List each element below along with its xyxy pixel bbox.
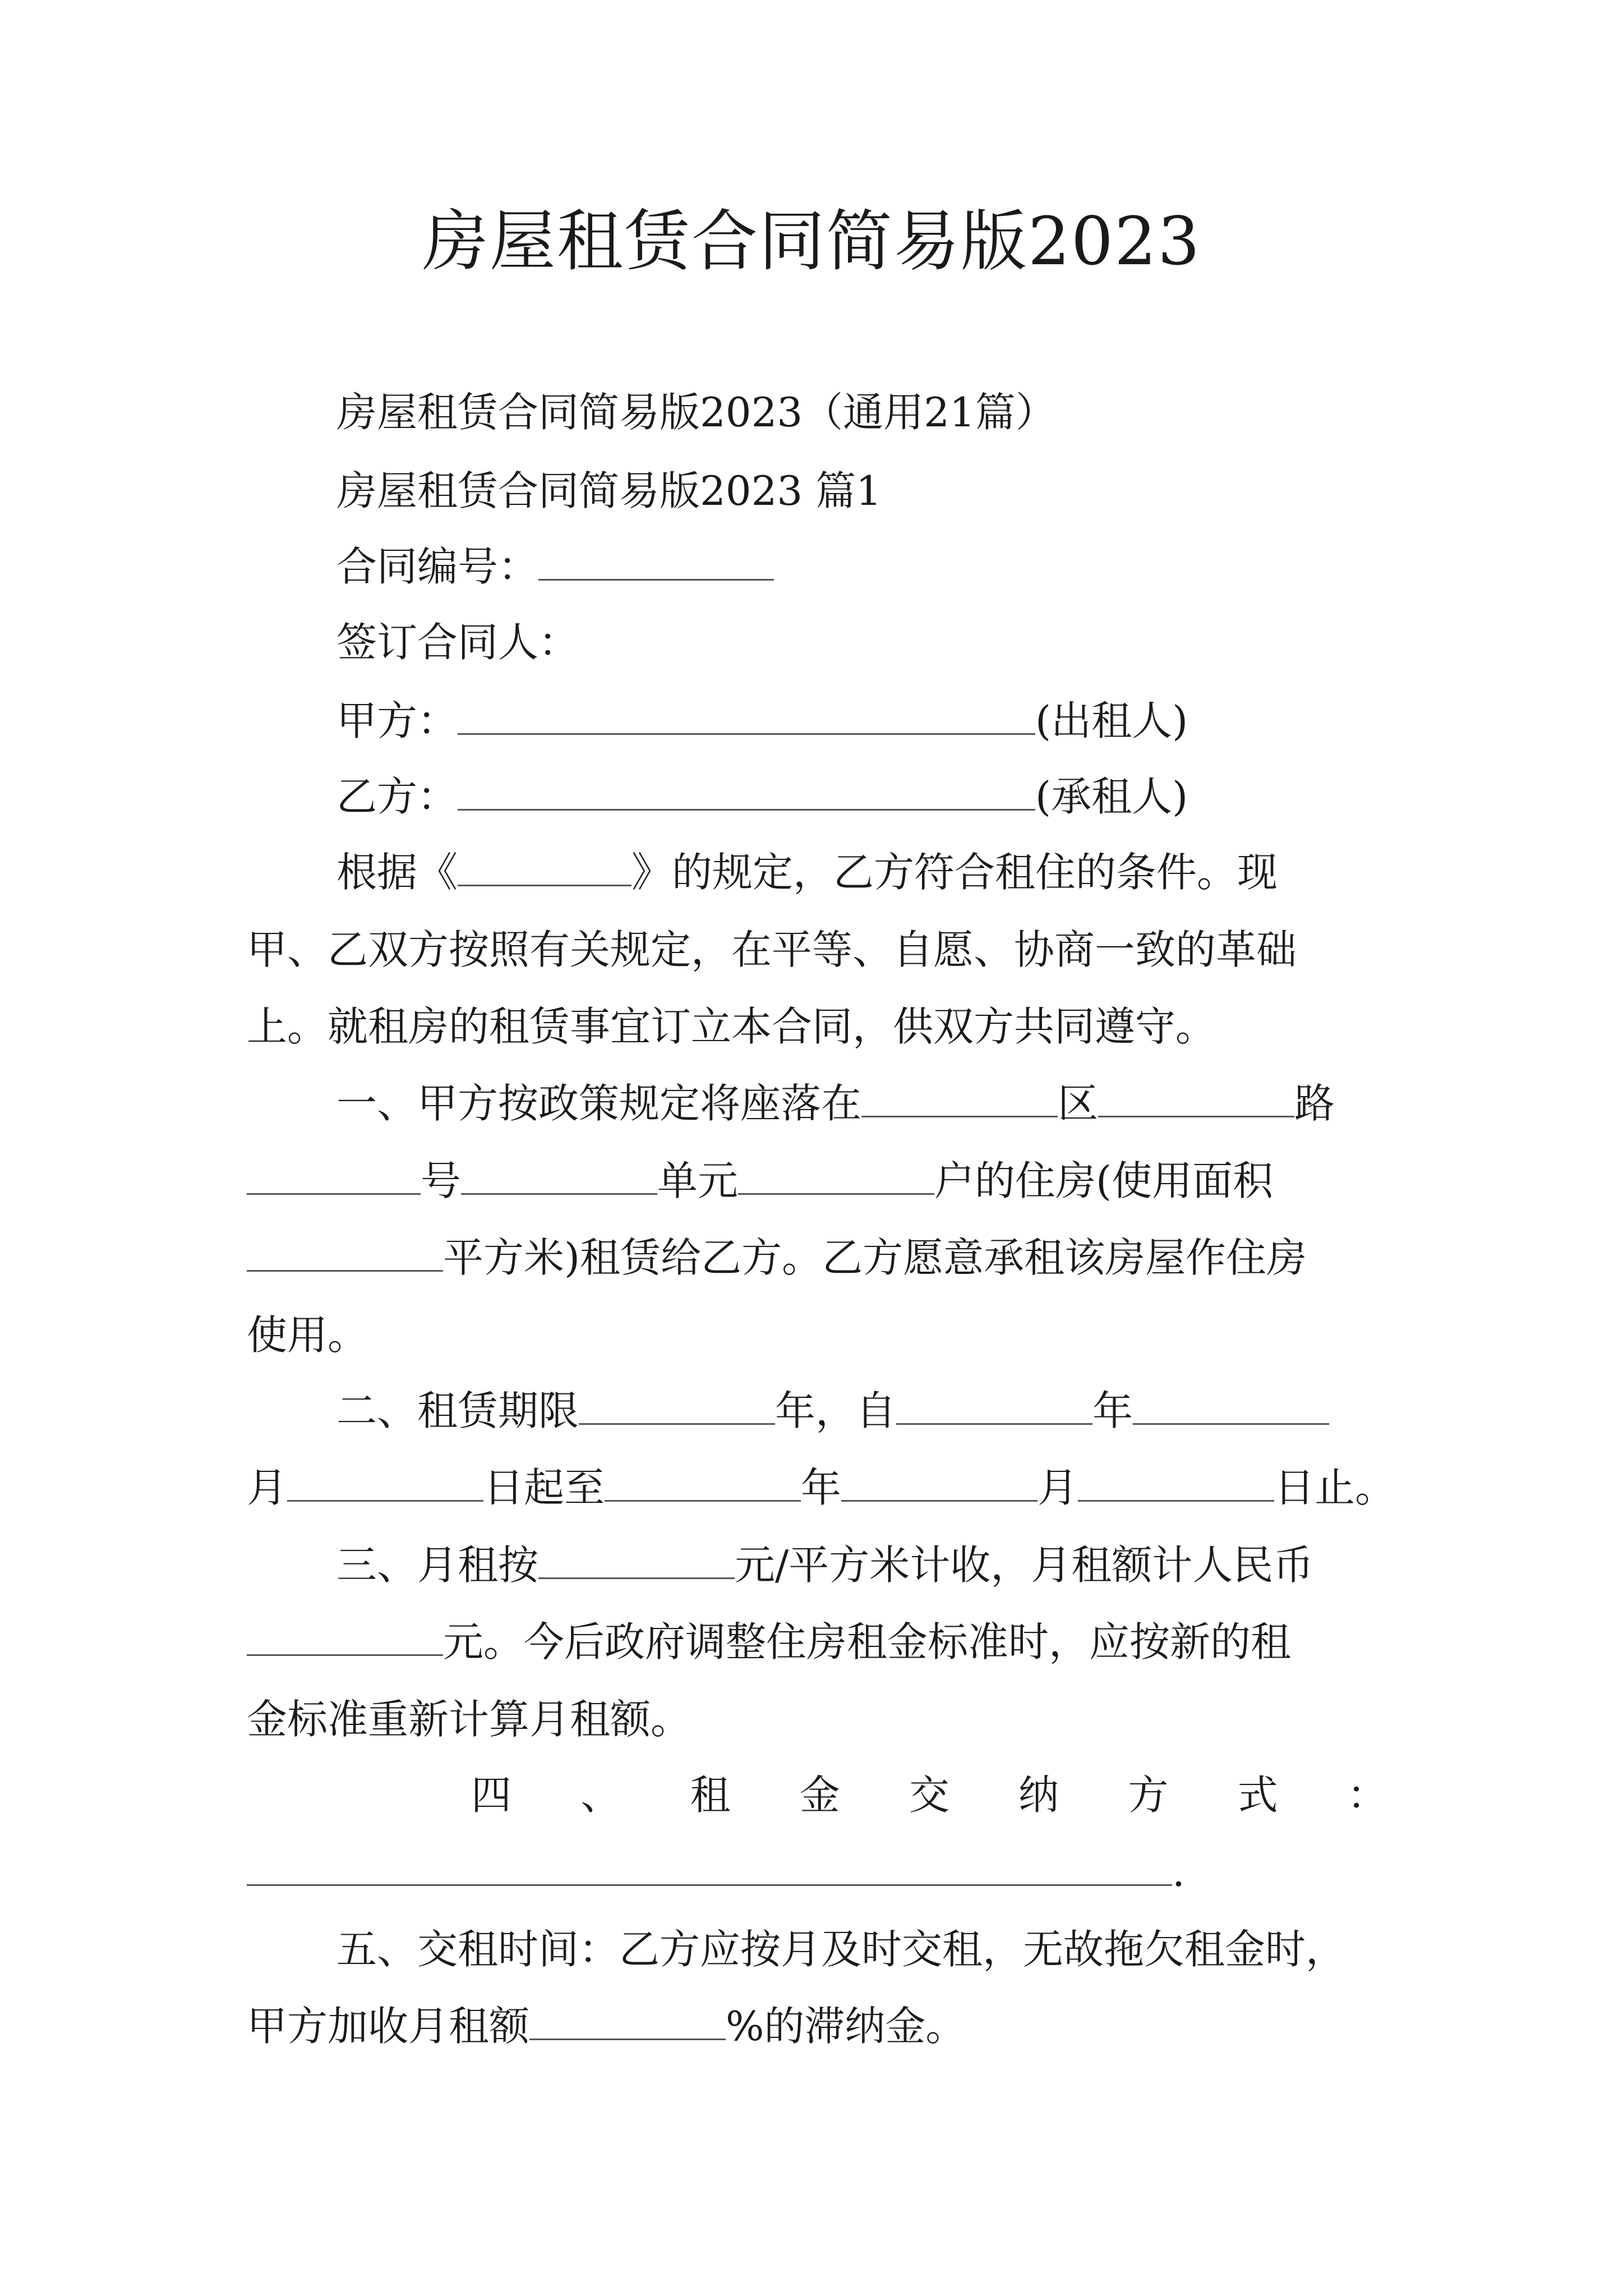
end-year-blank bbox=[605, 1463, 801, 1502]
law-name-blank bbox=[458, 848, 631, 886]
signatories-label: 签订合同人： bbox=[336, 619, 579, 666]
party-b-line: 乙方： (承租人) bbox=[336, 773, 1188, 820]
term-years-blank bbox=[579, 1386, 775, 1425]
clause-3-line-3: 金标准重新计算月租额。 bbox=[247, 1696, 691, 1743]
number-blank bbox=[247, 1156, 421, 1195]
clause-3-line-2: 元。今后政府调整住房租金标准时，应按新的租 bbox=[247, 1617, 1387, 1667]
clause-4-line-2: . bbox=[247, 1847, 1387, 1897]
start-year-blank bbox=[896, 1386, 1092, 1425]
document-title: 房屋租赁合同简易版2023 bbox=[422, 203, 1201, 280]
preamble-line-2: 甲、乙双方按照有关规定，在平等、自愿、协商一致的革础 bbox=[247, 926, 1297, 973]
preamble-line-1: 根据《 》的规定，乙方符合租住的条件。现 bbox=[336, 849, 1278, 896]
clause-1-line-4: 使用。 bbox=[247, 1312, 368, 1359]
district-blank bbox=[861, 1079, 1058, 1117]
end-day-blank bbox=[1078, 1463, 1274, 1502]
subtitle-line: 房屋租赁合同简易版2023（通用21篇） bbox=[336, 389, 1056, 436]
rent-rate-blank bbox=[538, 1540, 735, 1579]
end-month-blank bbox=[841, 1463, 1038, 1502]
party-b-blank bbox=[458, 772, 1035, 811]
clause-4-heading: 四 、 租 金 交 纳 方 式 ： bbox=[471, 1772, 1387, 1819]
clause-2-line-1: 二、租赁期限 年，自 年 bbox=[336, 1386, 1387, 1436]
contract-number-blank bbox=[538, 542, 774, 581]
clause-1-line-2: 号 单元 户的住房(使用面积 bbox=[247, 1156, 1387, 1206]
area-blank bbox=[247, 1233, 443, 1272]
start-day-blank bbox=[287, 1463, 483, 1502]
monthly-rent-blank bbox=[247, 1617, 443, 1656]
clause-2-line-2: 月 日起至 年 月 日止。 bbox=[247, 1464, 1396, 1511]
late-fee-blank bbox=[529, 2001, 726, 2040]
unit-blank bbox=[461, 1156, 657, 1195]
section-heading: 房屋租赁合同简易版2023 篇1 bbox=[336, 467, 882, 514]
preamble-line-3: 上。就租房的租赁事宜订立本合同，供双方共同遵守。 bbox=[247, 1003, 1216, 1050]
start-month-blank bbox=[1133, 1386, 1329, 1425]
road-blank bbox=[1098, 1079, 1294, 1117]
clause-1-line-1: 一、甲方按政策规定将座落在 区 路 bbox=[336, 1080, 1335, 1127]
contract-number-line: 合同编号： bbox=[336, 541, 1387, 592]
clause-3-line-1: 三、月租按 元/平方米计收，月租额计人民币 bbox=[336, 1542, 1314, 1589]
clause-5-line-2: 甲方加收月租额 %的滞纳金。 bbox=[247, 2003, 966, 2050]
clause-1-line-3: 平方米)租赁给乙方。乙方愿意承租该房屋作住房 bbox=[247, 1232, 1387, 1283]
payment-method-blank bbox=[247, 1847, 1172, 1886]
party-a-blank bbox=[458, 696, 1035, 735]
clause-5-line-1: 五、交租时间：乙方应按月及时交租，无故拖欠租金时， bbox=[336, 1926, 1347, 1973]
household-blank bbox=[738, 1156, 934, 1195]
party-a-line: 甲方： (出租人) bbox=[336, 697, 1188, 744]
